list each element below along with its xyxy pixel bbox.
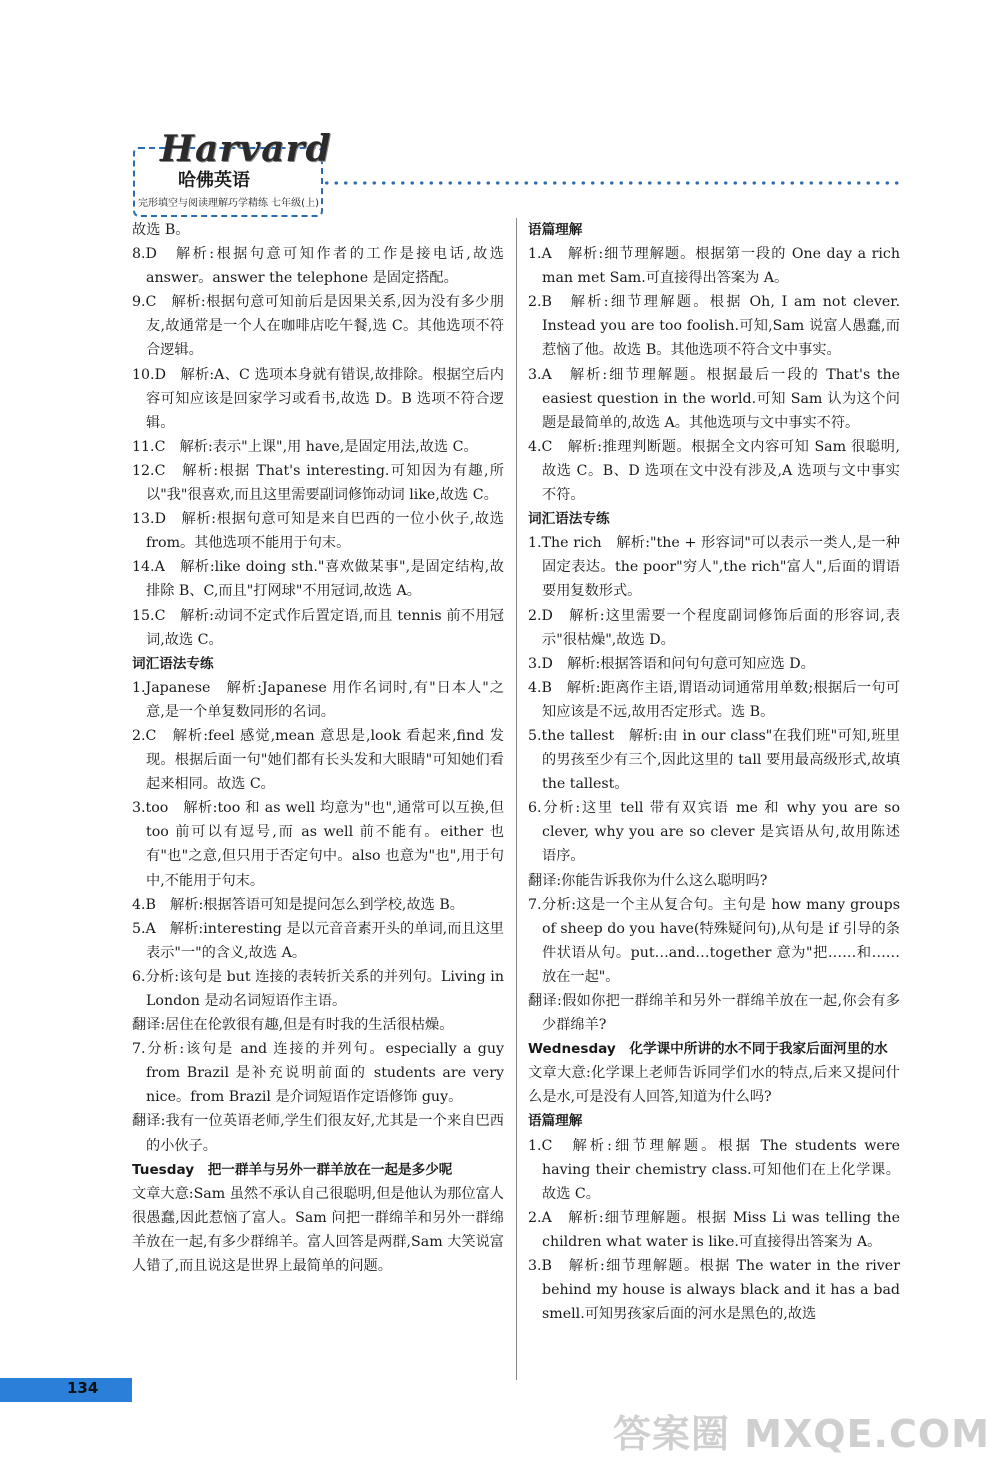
answer-item: 故选 B。 xyxy=(132,222,190,238)
page-number-bar xyxy=(0,1378,132,1402)
answer-item: 4.C 解析:推理判断题。根据全文内容可知 Sam 很聪明,故选 C。B、D 选项在文中没有涉及,A 选项与文中事实不符。 xyxy=(528,438,900,504)
logo-chinese-title: 哈佛英语 xyxy=(178,170,250,191)
logo-subtitle: 完形填空与阅读理解巧学精练 七年级(上) xyxy=(138,198,319,209)
answer-item: 6.分析:该句是 but 连接的表转折关系的并列句。Living in London 是动名词短语作主语。 xyxy=(132,968,504,1009)
answer-item: 11.C 解析:表示"上课",用 have,是固定用法,故选 C。 xyxy=(132,438,478,455)
page-number: 134 xyxy=(67,1379,99,1397)
answer-item: 3.B 解析:细节理解题。根据 The water in the river behind my house is always black and it has a bad smell.可知男孩家后面的河水是黑色的,故选 xyxy=(528,1258,900,1323)
answer-item: 3.A 解析:细节理解题。根据最后一段的 That's the easiest question in the world.可知 Sam 认为这个问题是最简单的,故选 A。其他选项与文中事实不符。 xyxy=(528,366,900,431)
watermark: 答案圈 MXQE.COM xyxy=(612,1412,990,1456)
answer-item: 3.too 解析:too 和 as well 均意为"也",通常可以互换,但 too 前可以有逗号,而 as well 前不能有。either 也有"也"之意,但只用于否定句中。also 也意为"也",用于句中,不能用于句末。 xyxy=(132,800,504,889)
translation-line: 翻译:居住在伦敦很有趣,但是有时我的生活很枯燥。 xyxy=(132,1017,454,1034)
answer-item: 4.B 解析:距离作主语,谓语动词通常用单数;根据后一句可知应该是不远,故用否定形式。选 B。 xyxy=(528,679,900,720)
answer-item: 9.C 解析:根据句意可知前后是因果关系,因为没有多少朋友,故通常是一个人在咖啡店吃午餐,选 C。其他选项不符合逻辑。 xyxy=(132,294,504,359)
section-heading: 词汇语法专练 xyxy=(132,655,214,672)
translation-line: 翻译:你能告诉我你为什么这么聪明吗? xyxy=(528,872,768,889)
answer-item: 3.D 解析:根据答语和问句句意可知应选 D。 xyxy=(528,655,815,672)
day-heading: Tuesday 把一群羊与另外一群羊放在一起是多少呢 xyxy=(132,1161,453,1178)
answer-item: 14.A 解析:like doing sth."喜欢做某事",是固定结构,故排除 B、C,而且"打网球"不用冠词,故选 A。 xyxy=(132,559,504,600)
page-header xyxy=(0,0,1000,230)
answer-item: 12.C 解析:根据 That's interesting.可知因为有趣,所以"我"很喜欢,而且这里需要副词修饰动词 like,故选 C。 xyxy=(132,462,504,504)
answer-item: 7.分析:该句是 and 连接的并列句。especially a guy from Brazil 是补充说明前面的 students are very nice。from Brazil 是介词短语作定语修饰 guy。 xyxy=(132,1041,504,1106)
answer-item: 13.D 解析:根据句意可知是来自巴西的一位小伙子,故选 from。其他选项不能用于句末。 xyxy=(132,511,504,552)
answer-item: 5.the tallest 解析:由 in our class"在我们班"可知,班里的男孩至少有三个,因此这里的 tall 要用最高级形式,故填 the tallest。 xyxy=(528,727,900,793)
logo-title: Harvard xyxy=(160,128,332,170)
translation-line: 翻译:我有一位英语老师,学生们很友好,尤其是一个来自巴西的小伙子。 xyxy=(132,1113,504,1154)
answer-item: 2.A 解析:细节理解题。根据 Miss Li was telling the children what water is like.可直接得出答案为 A。 xyxy=(528,1209,900,1250)
summary-paragraph: 文章大意:Sam 虽然不承认自己很聪明,但是他认为那位富人很愚蠢,因此惹恼了富人。Sam 问把一群绵羊和另外一群绵羊放在一起,有多少群绵羊。富人回答是两群,Sam 大笑说富人错了,而且说这是世界上最简单的问题。 xyxy=(132,1185,504,1275)
answer-item: 8.D 解析:根据句意可知作者的工作是接电话,故选 answer。answer the telephone 是固定搭配。 xyxy=(132,246,504,287)
answer-item: 15.C 解析:动词不定式作后置定语,而且 tennis 前不用冠词,故选 C。 xyxy=(132,607,504,648)
section-heading: 词汇语法专练 xyxy=(528,511,610,528)
answer-item: 5.A 解析:interesting 是以元音音素开头的单词,而且这里表示"一"的含义,故选 A。 xyxy=(132,920,504,961)
answer-item: 6.分析:这里 tell 带有双宾语 me 和 why you are so clever, why you are so clever 是宾语从句,故用陈述语序。 xyxy=(528,800,900,865)
answer-item: 7.分析:这是一个主从复合句。主句是 how many groups of sheep do you have(特殊疑问句),从句是 if 引导的条件状语从句。put…and…together 意为"把……和……放在一起"。 xyxy=(528,896,900,985)
answer-item: 10.D 解析:A、C 选项本身就有错误,故排除。根据空后内容可知应该是回家学习或看书,故选 D。B 选项不符合逻辑。 xyxy=(132,366,504,431)
section-heading: 语篇理解 xyxy=(528,222,583,238)
dotted-rule xyxy=(322,180,902,186)
right-column xyxy=(528,218,900,1326)
answer-item: 1.The rich 解析:"the + 形容词"可以表示一类人,是一种固定表达。the poor"穷人",the rich"富人",后面的谓语要用复数形式。 xyxy=(528,535,900,600)
summary-paragraph: 文章大意:化学课上老师告诉同学们水的特点,后来又提问什么是水,可是没有人回答,知道为什么吗? xyxy=(528,1065,900,1106)
translation-line: 翻译:假如你把一群绵羊和另外一群绵羊放在一起,你会有多少群绵羊? xyxy=(528,993,900,1034)
column-divider xyxy=(516,218,517,1380)
answer-item: 4.B 解析:根据答语可知是提问怎么到学校,故选 B。 xyxy=(132,896,464,913)
answer-item: 1.Japanese 解析:Japanese 用作名词时,有"日本人"之意,是一个单复数同形的名词。 xyxy=(132,679,504,720)
answer-item: 2.D 解析:这里需要一个程度副词修饰后面的形容词,表示"很枯燥",故选 D。 xyxy=(528,607,900,648)
answer-item: 1.C 解析:细节理解题。根据 The students were having their chemistry class.可知他们在上化学课。故选 C。 xyxy=(528,1137,900,1202)
answer-item: 2.C 解析:feel 感觉,mean 意思是,look 看起来,find 发现。根据后面一句"她们都有长头发和大眼睛"可知她们看起来相同。故选 C。 xyxy=(132,727,504,793)
day-heading: Wednesday 化学课中所讲的水不同于我家后面河里的水 xyxy=(528,1041,888,1058)
section-heading: 语篇理解 xyxy=(528,1113,583,1130)
left-column xyxy=(132,218,504,1278)
answer-item: 1.A 解析:细节理解题。根据第一段的 One day a rich man met Sam.可直接得出答案为 A。 xyxy=(528,246,900,287)
answer-item: 2.B 解析:细节理解题。根据 Oh, I am not clever. Instead you are too foolish.可知,Sam 说富人愚蠢,而惹恼了他。故选 B。其他选项不符合文中事实。 xyxy=(528,294,900,359)
